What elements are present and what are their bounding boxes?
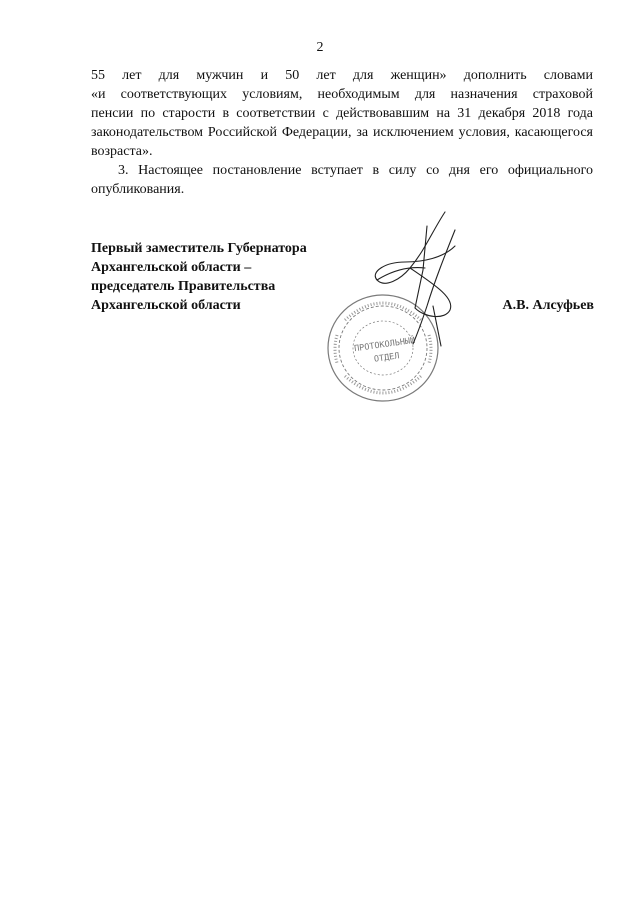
- body-line: законодательством Российской Федерации, за исключением условия, касающегося: [91, 125, 593, 140]
- body-line: «и соответствующих условиям, необходимым для назначения страховой: [91, 87, 593, 102]
- signer-title-line: Первый заместитель Губернатора: [91, 241, 307, 256]
- page-number: 2: [316, 40, 324, 55]
- signer-title-line: председатель Правительства: [91, 279, 276, 294]
- body-line: 3. Настоящее постановление вступает в силу со дня его официального: [118, 163, 593, 178]
- stamp-text-line-1: ПРОТОКОЛЬНЫЙ: [353, 335, 416, 355]
- signer-name: А.В. Алсуфьев: [502, 298, 594, 313]
- handwritten-signature: [375, 212, 455, 346]
- body-line: 55 лет для мужчин и 50 лет для женщин» дополнить словами: [91, 68, 593, 83]
- stamp-and-signature: [315, 210, 475, 410]
- body-text: [91, 66, 593, 199]
- body-line: пенсии по старости в соответствии с действовавшим на 31 декабря 2018 года: [91, 106, 593, 121]
- body-line: возраста».: [91, 144, 153, 159]
- stamp-text-line-2: ОТДЕЛ: [373, 351, 401, 365]
- body-line: опубликования.: [91, 182, 185, 197]
- signer-title-line: Архангельской области: [91, 298, 241, 313]
- signer-title-line: Архангельской области –: [91, 260, 252, 275]
